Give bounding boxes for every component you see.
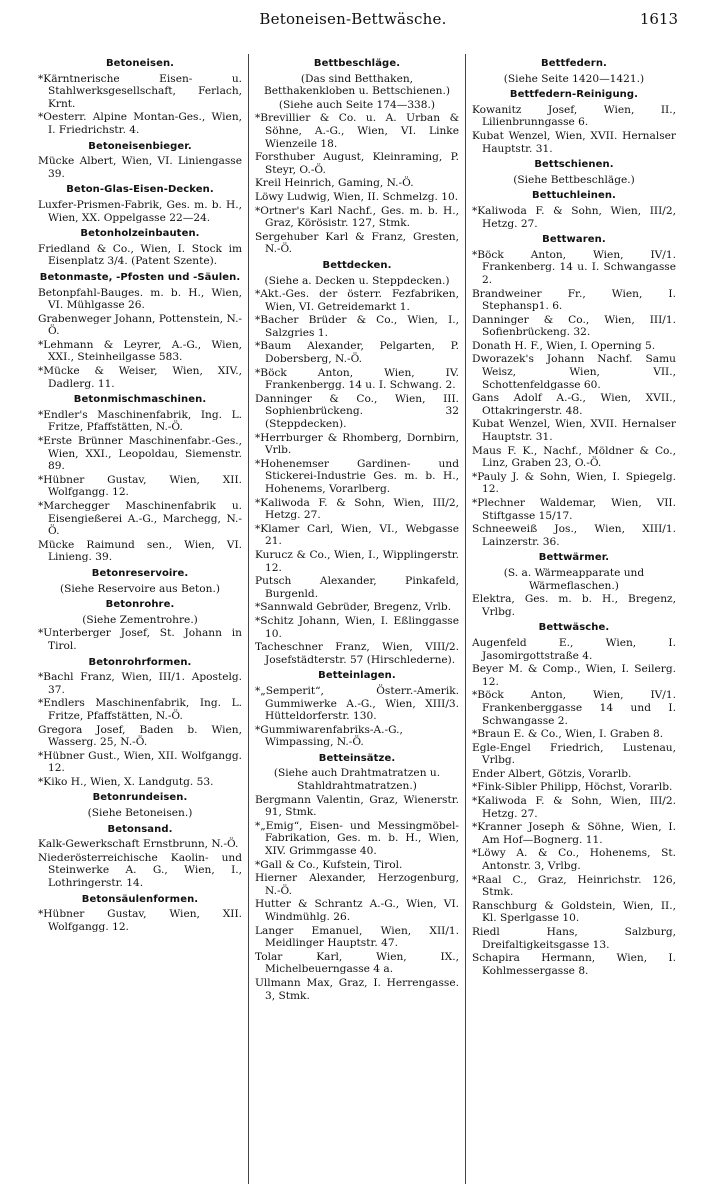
directory-entry: Riedl Hans, Salzburg, Dreifaltigkeitsgasse 13.: [471, 926, 676, 951]
directory-entry: Schapira Hermann, Wien, I. Kohlmessergasse 8.: [471, 952, 676, 977]
directory-entry: *Böck Anton, Wien, IV/1. Frankenberggasse 14 und I. Schwangasse 2.: [471, 689, 676, 727]
directory-entry: Donath H. F., Wien, I. Operning 5.: [471, 339, 656, 352]
cross-reference-note: (Siehe auch Drahtmatratzen u. Stahldrahtmatratzen.): [273, 767, 441, 793]
directory-entry: Betonpfahl-Bauges. m. b. H., Wien, VI. Mühlgasse 26.: [38, 286, 243, 312]
directory-entry: *Brevillier & Co. u. A. Urban & Söhne, A.-G., Wien, VI. Linke Wienzeile 18.: [254, 112, 459, 150]
directory-entry: Hutter & Schrantz A.-G., Wien, VI. Windmühlg. 26.: [254, 898, 459, 923]
section-heading: Betonsand.: [107, 823, 173, 835]
section-heading: Bettuchleinen.: [531, 190, 616, 202]
directory-entry: Kowanitz Josef, Wien, II., Lilienbrunngasse 6.: [471, 103, 676, 129]
column-divider: [248, 54, 249, 1184]
directory-entry: *Kaliwoda F. & Sohn, Wien, III/2. Hetzg. 27.: [471, 795, 676, 820]
section-heading: Bettfedern-Reinigung.: [509, 89, 639, 101]
page-header: [0, 0, 706, 40]
section-heading: Betonreservoire.: [91, 567, 189, 579]
section-heading: Bettwaren.: [542, 234, 606, 246]
directory-entry: Tacheschner Franz, Wien, VIII/2. Josefstädterstr. 57 (Hirschlederne).: [254, 641, 459, 666]
directory-entry: Mücke Raimund sen., Wien, VI. Linieng. 39.: [38, 538, 243, 564]
directory-entry: *„Emig“, Eisen- und Messingmöbel-Fabrikation, Ges. m. b. H., Wien, XIV. Grimmgasse 40.: [254, 819, 459, 858]
directory-entry: *Kranner Joseph & Söhne, Wien, I. Am Hof—Bognerg. 11.: [471, 821, 676, 846]
directory-entry: *Raal C., Graz, Heinrichstr. 126, Stmk.: [471, 873, 676, 899]
section-heading: Betonrohre.: [105, 599, 175, 611]
directory-entry: *Unterberger Josef, St. Johann in Tirol.: [38, 627, 243, 652]
directory-entry: Kalk-Gewerkschaft Ernstbrunn, N.-Ö.: [38, 838, 239, 851]
section-heading: Beton-Glas-Eisen-Decken.: [66, 184, 214, 196]
directory-columns: [38, 54, 676, 1190]
column-2: [255, 54, 459, 1190]
directory-entry: *Braun E. & Co., Wien, I. Graben 8.: [471, 728, 664, 741]
column-divider: [465, 54, 466, 1184]
directory-entry: *Böck Anton, Wien, IV/1. Frankenberg. 14 u. I. Schwangasse 2.: [471, 248, 676, 286]
directory-entry: Schneeweiß Jos., Wien, XIII/1. Lainzerstr. 36.: [471, 523, 676, 548]
directory-entry: *Erste Brünner Maschinenfabr.-Ges., Wien, XXI., Leopoldau, Siemenstr. 89.: [38, 435, 243, 473]
cross-reference-note: (Siehe auch Seite 174—338.): [278, 98, 436, 111]
directory-entry: Kubat Wenzel, Wien, XVII. Hernalser Hauptstr. 31.: [471, 129, 676, 155]
directory-entry: Kurucz & Co., Wien, I., Wipplingerstr. 12.: [254, 548, 459, 574]
directory-entry: Augenfeld E., Wien, I. Jasomirgottstraße 4.: [471, 636, 676, 662]
section-heading: Betonrohrformen.: [88, 656, 192, 668]
directory-entry: Grabenweger Johann, Pottenstein, N.-Ö.: [38, 312, 243, 338]
directory-entry: *Hübner Gust., Wien, XII. Wolfgangg. 12.: [38, 749, 243, 775]
cross-reference-note: (Siehe Reservoire aus Beton.): [60, 582, 220, 595]
directory-entry: Dworazek's Johann Nachf. Samu Weisz, Wien, VII., Schottenfeldgasse 60.: [471, 353, 676, 391]
column-3: [472, 54, 676, 1190]
section-heading: Betonholzeinbauten.: [80, 228, 200, 240]
directory-entry: Maus F. K., Nachf., Möldner & Co., Linz, Graben 23, O.-Ö.: [471, 444, 676, 470]
directory-entry: *Herrburger & Rhomberg, Dornbirn, Vrlb.: [254, 431, 459, 457]
cross-reference-note: (Siehe Zementrohre.): [82, 613, 198, 626]
column-1: [38, 54, 242, 1190]
directory-entry: *Fink-Sibler Philipp, Höchst, Vorarlb.: [471, 781, 673, 794]
directory-entry: *Gall & Co., Kufstein, Tirol.: [254, 858, 403, 871]
directory-entry: Luxfer-Prismen-Fabrik, Ges. m. b. H., Wien, XX. Oppelgasse 22—24.: [38, 198, 243, 224]
directory-entry: Beyer M. & Comp., Wien, I. Seilerg. 12.: [471, 663, 676, 688]
directory-entry: *Marchegger Maschinenfabrik u. Eisengießerei A.-G., Marchegg, N.-Ö.: [38, 500, 243, 538]
directory-entry: Ranschburg & Goldstein, Wien, II., Kl. Sperlgasse 10.: [471, 899, 676, 925]
directory-entry: Ullmann Max, Graz, I. Herrengasse. 3, Stmk.: [254, 976, 459, 1002]
cross-reference-note: (Siehe a. Decken u. Steppdecken.): [264, 274, 450, 287]
directory-entry: Langer Emanuel, Wien, XII/1. Meidlinger Hauptstr. 47.: [254, 924, 459, 950]
directory-entry: Gregora Josef, Baden b. Wien, Wasserg. 25, N.-Ö.: [38, 723, 243, 749]
section-heading: Betoneisenbieger.: [88, 140, 192, 152]
directory-entry: Mücke Albert, Wien, VI. Liniengasse 39.: [38, 155, 243, 180]
directory-entry: *Gummiwarenfabriks-A.-G., Wimpassing, N.-Ö.: [254, 723, 403, 749]
directory-entry: Kubat Wenzel, Wien, XVII. Hernalser Hauptstr. 31.: [471, 418, 676, 444]
directory-entry: *Pauly J. & Sohn, Wien, I. Spiegelg. 12.: [471, 470, 676, 496]
cross-reference-note: (Das sind Betthaken, Betthakenkloben u. Bettschienen.): [263, 72, 451, 98]
section-heading: Bettfedern.: [540, 58, 607, 69]
directory-entry: Hierner Alexander, Herzogenburg, N.-Ö.: [254, 872, 459, 897]
directory-entry: Putsch Alexander, Pinkafeld, Burgenld.: [254, 575, 459, 600]
directory-entry: *Löwy A. & Co., Hohenems, St. Antonstr. 3, Vrlbg.: [471, 847, 676, 873]
page-number: 1613: [639, 10, 678, 28]
directory-entry: Forsthuber August, Kleinraming, P. Steyr, O.-Ö.: [254, 151, 459, 176]
directory-entry: *Oesterr. Alpine Montan-Ges., Wien, I. Friedrichstr. 4.: [38, 111, 243, 136]
directory-entry: *Kaliwoda F. & Sohn, Wien, III/2, Hetzg. 27.: [254, 496, 459, 522]
section-heading: Bettwärmer.: [538, 552, 610, 564]
section-heading: Betonsäulenformen.: [81, 893, 199, 905]
directory-entry: *Mücke & Weiser, Wien, XIV., Dadlerg. 11.: [38, 365, 243, 390]
directory-entry: Gans Adolf A.-G., Wien, XVII., Ottakringerstr. 48.: [471, 392, 676, 417]
section-heading: Betoneisen.: [105, 58, 175, 69]
section-heading: Bettschienen.: [534, 159, 614, 171]
section-heading: Betonmaste, -Pfosten und -Säulen.: [39, 271, 241, 283]
directory-entry: Niederösterreichische Kaolin- und Steinwerke A. G., Wien, I., Lothringerstr. 14.: [38, 851, 243, 890]
directory-entry: *Schitz Johann, Wien, I. Eßlinggasse 10.: [254, 614, 459, 640]
directory-entry: Egle-Engel Friedrich, Lustenau, Vrlbg.: [471, 741, 676, 767]
directory-entry: Sergehuber Karl & Franz, Gresten, N.-Ö.: [254, 230, 459, 256]
directory-entry: *Plechner Waldemar, Wien, VII. Stiftgasse 15/17.: [471, 497, 676, 522]
section-heading: Betonrundeisen.: [92, 792, 188, 804]
directory-entry: Elektra, Ges. m. b. H., Bregenz, Vrlbg.: [471, 593, 676, 618]
directory-entry: *Endler's Maschinenfabrik, Ing. L. Fritze, Pfaffstätten, N.-Ö.: [38, 408, 243, 434]
directory-entry: *Ortner's Karl Nachf., Ges. m. b. H., Graz, Körösistr. 127, Stmk.: [254, 204, 459, 230]
directory-entry: *Kärntnerische Eisen- u. Stahlwerksgesellschaft, Ferlach, Krnt.: [38, 72, 243, 110]
section-heading: Bettdecken.: [322, 259, 392, 271]
section-heading: Betteinlagen.: [318, 670, 396, 682]
cross-reference-note: (Siehe Bettbeschläge.): [513, 173, 635, 186]
directory-entry: *Hohenemser Gardinen- und Stickerei-Industrie Ges. m. b. H., Hohenems, Vorarlberg.: [254, 457, 459, 495]
directory-entry: Brandweiner Fr., Wien, I. Stephansp1. 6.: [471, 287, 676, 313]
directory-entry: Kreil Heinrich, Gaming, N.-Ö.: [254, 177, 414, 190]
directory-entry: *Endlers Maschinenfabrik, Ing. L. Fritze, Pfaffstätten, N.-Ö.: [38, 697, 243, 722]
directory-entry: *Kaliwoda F. & Sohn, Wien, III/2, Hetzg. 27.: [471, 204, 676, 230]
directory-entry: Danninger & Co., Wien, III/1. Sofienbrückeng. 32.: [471, 313, 676, 339]
directory-entry: *Kiko H., Wien, X. Landgutg. 53.: [38, 775, 214, 788]
directory-entry: *Akt.-Ges. der österr. Fezfabriken, Wien, VI. Getreidemarkt 1.: [254, 288, 459, 313]
section-heading: Betonmischmaschinen.: [73, 394, 207, 406]
directory-entry: Tolar Karl, Wien, IX., Michelbeuerngasse 4 a.: [254, 950, 459, 976]
directory-entry: Friedland & Co., Wien, I. Stock im Eisenplatz 3/4. (Patent Szente).: [38, 242, 243, 268]
directory-entry: *Böck Anton, Wien, IV. Frankenbergg. 14 u. I. Schwang. 2.: [254, 366, 459, 392]
running-title: Betoneisen-Bettwäsche.: [259, 10, 447, 28]
directory-entry: Löwy Ludwig, Wien, II. Schmelzg. 10.: [254, 190, 459, 203]
directory-entry: *Sannwald Gebrüder, Bregenz, Vrlb.: [254, 601, 452, 614]
directory-entry: Danninger & Co., Wien, III. Sophienbrückeng. 32 (Steppdecken).: [254, 392, 459, 431]
directory-entry: Ender Albert, Götzis, Vorarlb.: [471, 767, 632, 780]
cross-reference-note: (S. a. Wärmeapparate und Wärmeflaschen.): [503, 566, 645, 592]
directory-entry: *Baum Alexander, Pelgarten, P. Dobersberg, N.-Ö.: [254, 340, 459, 366]
section-heading: Bettbeschläge.: [313, 58, 401, 69]
directory-entry: *„Semperit“, Österr.-Amerik. Gummiwerke A.-G., Wien, XIII/3. Hütteldorferstr. 130.: [254, 684, 459, 723]
directory-entry: *Bacher Brüder & Co., Wien, I., Salzgries 1.: [254, 314, 459, 339]
directory-entry: *Klamer Carl, Wien, VI., Webgasse 21.: [254, 522, 459, 548]
cross-reference-note: (Siehe Betoneisen.): [87, 807, 193, 820]
directory-entry: *Hübner Gustav, Wien, XII. Wolfgangg. 12.: [38, 473, 243, 499]
section-heading: Betteinsätze.: [318, 752, 396, 764]
directory-entry: Bergmann Valentin, Graz, Wienerstr. 91, Stmk.: [254, 793, 459, 819]
directory-entry: *Hübner Gustav, Wien, XII. Wolfgangg. 12.: [38, 908, 243, 933]
directory-entry: *Bachl Franz, Wien, III/1. Apostelg. 37.: [38, 671, 243, 696]
cross-reference-note: (Siehe Seite 1420—1421.): [503, 72, 645, 85]
section-heading: Bettwäsche.: [538, 622, 610, 634]
directory-entry: *Lehmann & Leyrer, A.-G., Wien, XXI., Steinheilgasse 583.: [38, 338, 243, 364]
